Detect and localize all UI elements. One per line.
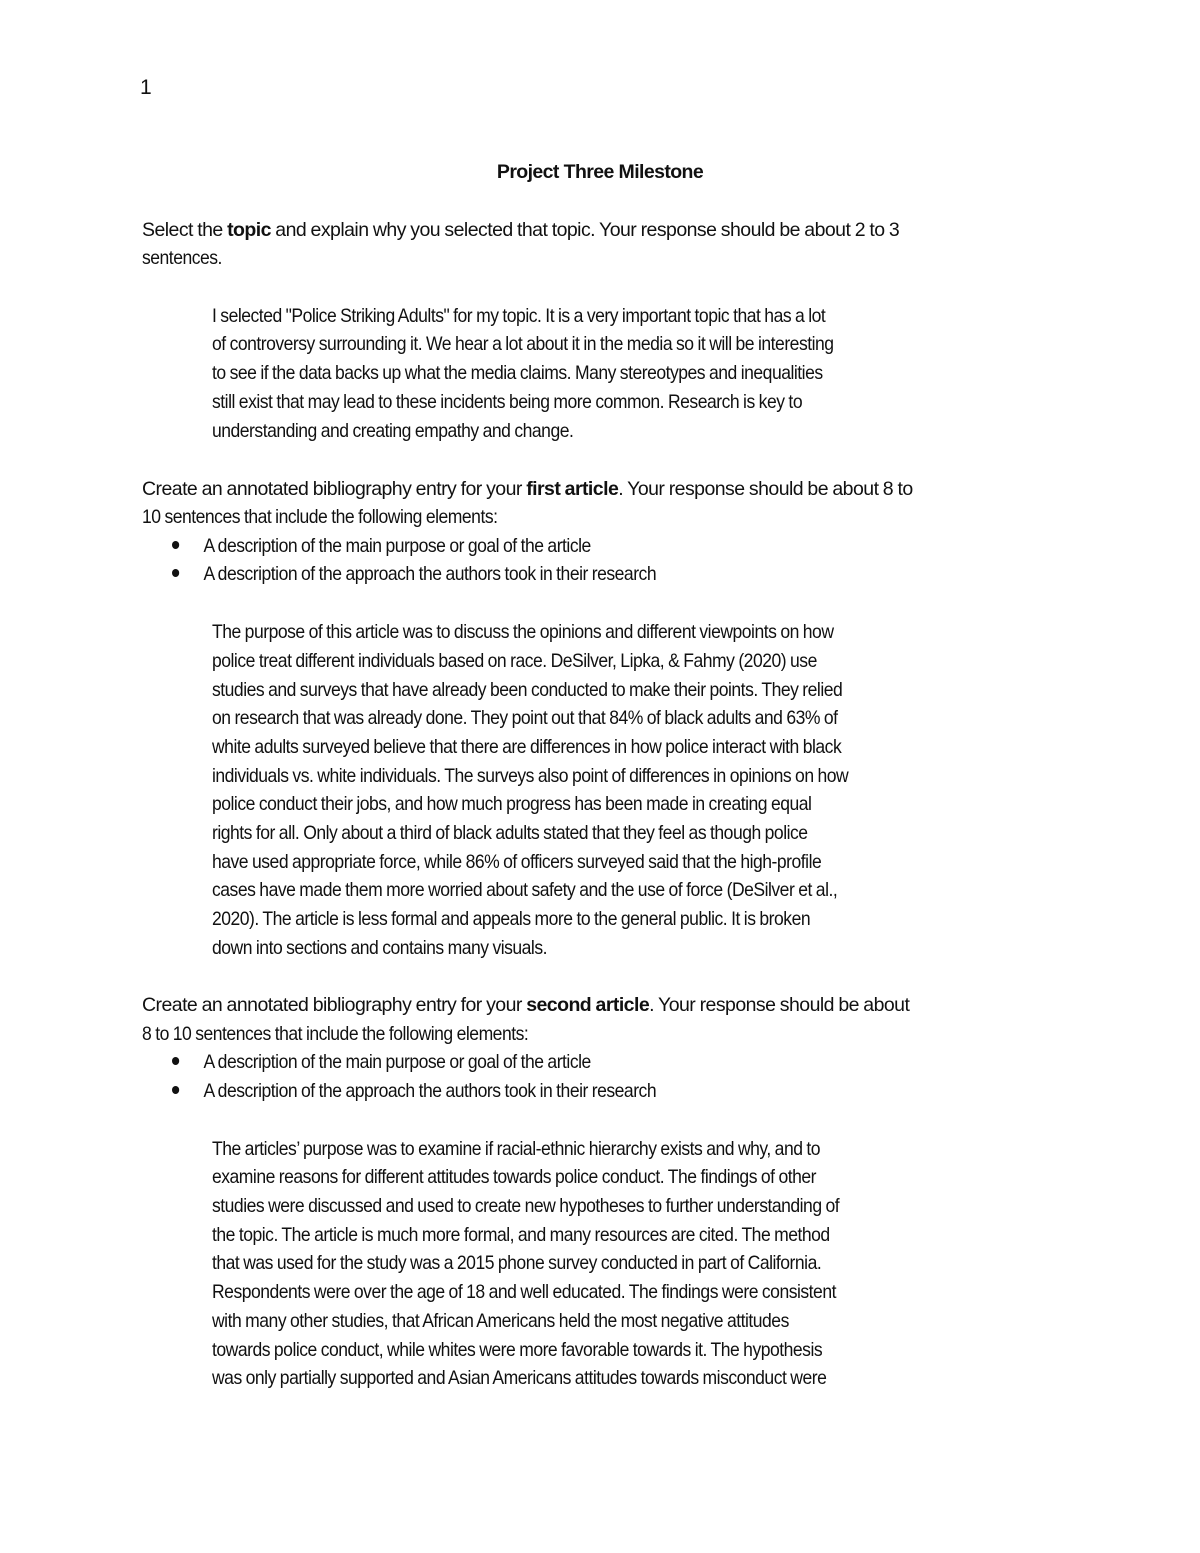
prompt-text: sentences. <box>142 247 222 269</box>
second-article-response-line: studies were discussed and used to create new hypotheses to further understanding of <box>212 1195 840 1217</box>
bullet-icon <box>172 541 179 549</box>
second-article-response-line: Respondents were over the age of 18 and well educated. The findings were consistent <box>212 1281 836 1303</box>
prompt-bold-keyword: second article <box>526 994 650 1016</box>
prompt-text: and explain why you selected that topic. Your response should be about 2 to 3 <box>270 219 900 241</box>
first-article-bullet <box>172 532 591 560</box>
second-article-bullet <box>172 1048 591 1076</box>
topic-response-line: I selected "Police Striking Adults" for my topic. It is a very important topic that has a lot <box>212 305 826 327</box>
first-article-response-line: cases have made them more worried about safety and the use of force (DeSilver et al., <box>212 879 838 901</box>
first-article-bullet <box>172 560 656 588</box>
first-article-response-line: on research that was already done. They point out that 84% of black adults and 63% of <box>212 707 838 729</box>
prompt-bold-keyword: topic <box>227 219 271 241</box>
second-article-bullet <box>172 1077 656 1105</box>
document-title: Project Three Milestone <box>496 161 704 183</box>
first-article-prompt-line-1 <box>142 475 913 503</box>
topic-response-line: understanding and creating empathy and change. <box>212 420 574 442</box>
first-article-response-line: police conduct their jobs, and how much progress has been made in creating equal <box>212 793 812 815</box>
second-article-response-line: with many other studies, that African Americans held the most negative attitudes <box>212 1310 789 1332</box>
second-article-response-line: was only partially supported and Asian Americans attitudes towards misconduct were <box>212 1367 827 1389</box>
bullet-text: A description of the approach the authors took in their research <box>203 1080 657 1102</box>
bullet-icon <box>172 1086 179 1094</box>
second-article-response-line: examine reasons for different attitudes towards police conduct. The findings of other <box>212 1166 817 1188</box>
bullet-text: A description of the main purpose or goal of the article <box>203 535 591 557</box>
first-article-response-line: rights for all. Only about a third of black adults stated that they feel as though police <box>212 822 808 844</box>
first-article-prompt-line-2 <box>142 503 498 531</box>
prompt-text: Select the <box>142 219 228 241</box>
second-article-prompt-line-2 <box>142 1020 528 1048</box>
first-article-response-line: police treat different individuals based on race. DeSilver, Lipka, & Fahmy (2020) use <box>212 650 817 672</box>
first-article-response-line: down into sections and contains many visuals. <box>212 937 548 959</box>
prompt-bold-keyword: first article <box>526 478 619 500</box>
topic-prompt-line-2 <box>142 244 222 272</box>
prompt-text: Create an annotated bibliography entry for your <box>142 994 527 1016</box>
topic-response-line: of controversy surrounding it. We hear a lot about it in the media so it will be interesting <box>212 333 834 355</box>
first-article-response-line: white adults surveyed believe that there are differences in how police interact with black <box>212 736 842 758</box>
topic-response-line: to see if the data backs up what the media claims. Many stereotypes and inequalities <box>212 362 823 384</box>
bullet-text: A description of the approach the authors took in their research <box>203 563 657 585</box>
second-article-response-line: the topic. The article is much more formal, and many resources are cited. The method <box>212 1224 830 1246</box>
topic-response-line: still exist that may lead to these incidents being more common. Research is key to <box>212 391 803 413</box>
bullet-icon <box>172 569 179 577</box>
prompt-text: . Your response should be about 8 to <box>618 478 913 500</box>
bullet-text: A description of the main purpose or goal of the article <box>203 1051 591 1073</box>
page-number: 1 <box>140 76 152 99</box>
first-article-response-line: studies and surveys that have already been conducted to make their points. They relied <box>212 679 843 701</box>
prompt-text: 8 to 10 sentences that include the following elements: <box>142 1023 529 1045</box>
second-article-response-line: The articles’ purpose was to examine if racial-ethnic hierarchy exists and why, and to <box>212 1138 821 1160</box>
bullet-icon <box>172 1057 179 1065</box>
first-article-response-line: have used appropriate force, while 86% of officers surveyed said that the high-profile <box>212 851 822 873</box>
prompt-text: 10 sentences that include the following elements: <box>142 506 498 528</box>
first-article-response-line: individuals vs. white individuals. The surveys also point of differences in opinions on how <box>212 765 849 787</box>
second-article-response-line: towards police conduct, while whites were more favorable towards it. The hypothesis <box>212 1339 823 1361</box>
first-article-response-line: 2020). The article is less formal and appeals more to the general public. It is broken <box>212 908 811 930</box>
first-article-response-line: The purpose of this article was to discuss the opinions and different viewpoints on how <box>212 621 834 643</box>
second-article-prompt-line-1 <box>142 991 909 1019</box>
topic-prompt-line-1 <box>142 216 899 244</box>
prompt-text: . Your response should be about <box>649 994 910 1016</box>
prompt-text: Create an annotated bibliography entry for your <box>142 478 527 500</box>
second-article-response-line: that was used for the study was a 2015 phone survey conducted in part of California. <box>212 1252 822 1274</box>
